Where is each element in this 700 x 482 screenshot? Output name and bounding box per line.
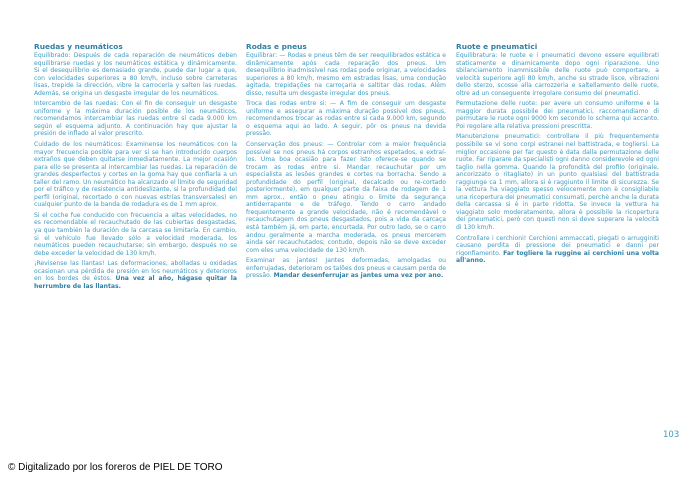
column-spanish xyxy=(34,42,237,293)
section-title: Rodas e pneus xyxy=(246,42,307,51)
paragraph: Intercambio de las ruedas: Con el fin de conseguir un desgaste uniforme y la máxima duración posible de los neumáticos, recomendamos intercambiar las ruedas entre sí cada 9.000 km según el esquema adjunto. A continuación hay que ajustar la presión de inflado al valor prescrito. xyxy=(34,100,237,138)
paragraph: Equilibrado: Después de cada reparación de neumáticos deben equilibrarse ruedas y los neumáticos estática y dinámicamente. Si el desequilibrio es demasiado grande, puede dar lugar a que, con velocidades superiores a 80 km/h, incluso sobre carreteras lisas, trepide la dirección, vibre la carrocería y salten las ruedas. Además, se origina un desgaste irregular de los neumáticos. xyxy=(34,52,237,97)
emphasis-text: Far togliere la ruggine ai cerchioni una volta all'anno. xyxy=(456,249,660,265)
page-number: 103 xyxy=(663,430,680,440)
paragraph: Troca das rodas entre si: — A fim de conseguir um desgaste uniforme e assegurar a máxima duração possível dos pneus, recomendamos trocar as rodas entre si cada 9.000 km, segundo o esquema aqui ao lado. A seguir, pôr os pneus na devida pressão. xyxy=(246,100,446,138)
paragraph: Conservação dos pneus: — Controlar com a maior frequência possível se nos pneus há corpos estranhos espetados, e extraí-los. Uma boa ocasião para fazer isto oferece-se quando se trocam as rodas entre si. Mandar recauchutar por um especialista as lesões grandes e cortes na borracha. Sendo a profundidade do perfil (original, decalcado ou re-cortado posteriormente), em qualquer parte da faixa de rodagem de 1 mm aprox., então o pneu atingiu o limite da segurança antiderrapante e de tráfego. Tendo o carro andado frequentemente a grande velocidade, não é recomendável o recauchutagem dos pneus desgastados, pois a vida da carcaça está também já, em parte, encurtada. Por outro lado, se o carro andou geralmente a marcha moderada, os pneus mercerem ainda ser recauchutados; contudo, depois não se deve exceder com eles uma velocidade de 130 km/h. xyxy=(246,141,446,254)
paragraph: Cuidado de los neumáticos: Examinense los neumáticos con la mayor frecuencia posible para ver si se han introducido cuerpos extraños que deben quitarse inmediatamente. La mejor ocasión para ello se presenta al intercambiar las ruedas. La reparación de grandes desperfectos y cortes en la goma hay que confiarla a un taller del ramo. Un neumático ha alcanzado el límite de seguridad por el tráfico y de resistencia antideslizante, si la profundidad del perfil (original, recortado o con nuevas estrías transversales) en cualquier punto de la banda de rodadura es de 1 mm aprox. xyxy=(34,141,237,209)
section-title: Ruote e pneumatici xyxy=(456,42,538,51)
paragraph: Controllare i cerchioni! Cerchioni ammaccati, piegati o arrugginiti causano perdita di pressione dei pneumatici e danni per rigonfiamento. Far togliere la ruggine ai cerchioni una volta all'anno. xyxy=(456,234,660,265)
paragraph: Examinar as jantes! Jantes deformadas, amolgadas ou enferrujadas, deterioram os talões dos pneus e causam perda de pressão. Mandar desenferrujar as jantes uma vez por ano. xyxy=(246,257,446,280)
section-title: Ruedas y neumáticos xyxy=(34,42,123,51)
emphasis-text: Mandar desenferrujar as jantes uma vez por ano. xyxy=(273,272,444,280)
paragraph: Si el coche fue conducido con frecuencia a altas velocidades, no es recomendable el recauchutado de las cubiertas desgastadas, ya que también la duración de la carcasa se limitaría. En cambio, si el vehículo fue llevado sólo a velocidad moderada, los neumáticos pueden recauchutarse; sin embargo, después no se debe exceder la velocidad de 130 km/h. xyxy=(34,211,237,257)
column-portuguese xyxy=(246,42,446,283)
paragraph: Equilibrar: — Rodas e pneus têm de ser reequilibrados estática e dinâmicamente após cada reparação dos pneus. Um desequilíbrio inadmissível nas rodas pode originar, a velocidades superiores a 80 km/h, mesmo em estradas lisas, uma condução agitada, trepidações na carroçaria e saltitar das rodas. Além disso, resulta um desgaste irregular dos pneus. xyxy=(246,52,446,97)
column-italian xyxy=(456,42,659,268)
paragraph: ¡Revisense las llantas! Las deformaciones, abolladas u oxidadas ocasionan una pérdida de presión en los neumáticos y deterioros en los bordes de éstos. Una vez al año, hágase quitar la herrumbre de las llantas. xyxy=(34,260,238,290)
paragraph: Permutazione delle ruote: per avere un consumo uniforme e la maggior durata possibile dei pneumatici, raccomandiamo di permutare le ruote ogni 9000 km secondo lo schema qui accanto. Poi regolare alla relativa pressioni prescritta. xyxy=(456,100,659,130)
emphasis-text: Una vez al año, hágase quitar la herrumbre de las llantas. xyxy=(34,275,238,290)
scan-credit: © Digitalizado por los foreros de PIEL DE TORO xyxy=(8,462,223,473)
paragraph: Manutenzione pneumatici: controllare il più frequentemente possibile se vi sono corpi estranei nel battistrada, e togliersi. La miglior occasione per far questo è data dalla permutazione delle ruote. Far riparare da specialisti ogni danno considerevole ed ogni taglio nella gomma. Quando la profondità del profilo (originale, ancorizzato o ritagliato) in un punto qualsiasi del battistrada raggiunge ca 1 mm, allora si è raggiunto il limite di sicurezza. Se la vettura ha viaggiato spesso velocemente non è consigliabile una ricopertura dei pneumatici consumati, perchè anche la durata della carcassa si è in parte ridotta. Se invece la vettura ha viaggiato solo moderatamente, allora è possibile la ricopertura dei pneumatici, però con questi non si deve superare la velocità di 130 km/h. xyxy=(456,133,659,232)
paragraph: Equilibratura: le ruote e i pneumatici devono essere equilibrati staticamente e dinamicamente dopo ogni riparazione. Uno sbilanciamento inammissibile delle ruote può comportare, a velocità superiore agli 80 km/h, anche su strade lisce, vibrazioni dello sterzo, scosse alla carrozzeria e saltellamento delle ruote, oltre ad un conseguente irregolare consumo dei pneumatici. xyxy=(456,52,659,97)
